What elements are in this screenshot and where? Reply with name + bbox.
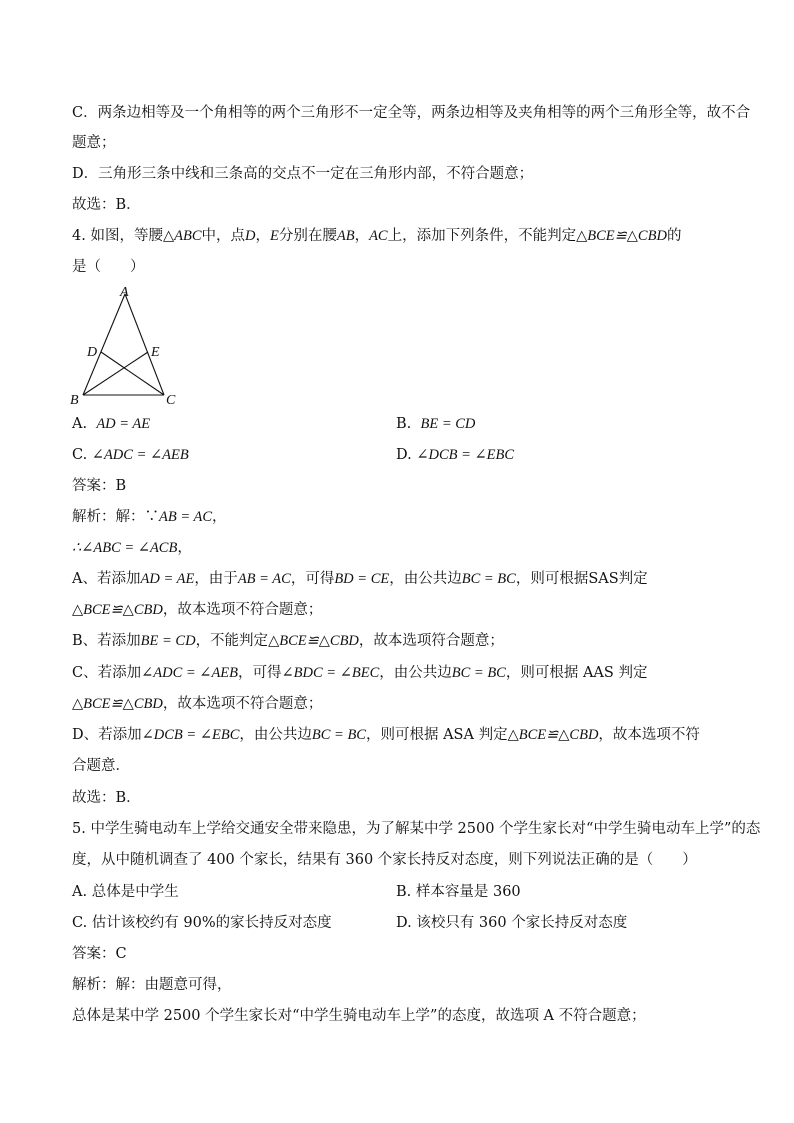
q4-solution-therefore: [72, 538, 192, 558]
q4-solution-c-line2: [72, 694, 322, 714]
q4-solution-b: [72, 631, 504, 651]
vertex-label-c: C: [166, 393, 176, 408]
q4-math: BC = BC: [461, 571, 516, 587]
vertex-label-d: D: [87, 345, 98, 360]
q4-math: AC: [369, 228, 388, 244]
q4-math: △BCE≌△CBD: [507, 727, 599, 743]
q4-math: ∠ADC = ∠AEB: [141, 665, 239, 681]
q4-math: △BCE≌△CBD: [268, 633, 359, 649]
q5-answer: 答案：C: [72, 946, 127, 962]
q4-text: ，故本选项不符合题意；: [162, 696, 323, 712]
q4-text: ，: [177, 540, 192, 556]
q4-solution-a-line2: [72, 600, 322, 620]
q4-text: ，故本选项不符: [598, 727, 700, 743]
q4-math: ∴∠ABC = ∠ACB: [72, 540, 178, 556]
option-math: BE = CD: [420, 416, 476, 432]
q4-text: ，故本选项不符合题意；: [162, 602, 323, 618]
vertex-label-a: A: [120, 285, 129, 300]
q5-stem-line2: 度，从中随机调查了 400 个家长，结果有 360 个家长持反对态度，则下列说法正确的是（ ）: [72, 852, 697, 868]
q4-option-a: [72, 414, 150, 434]
q5-solution-line2: 总体是某中学 2500 个学生家长对“中学生骑电动车上学”的态度，故选项 A 不符合题意；: [72, 1008, 646, 1024]
q4-option-d: [396, 445, 514, 465]
option-math: ∠DCB = ∠EBC: [416, 447, 515, 463]
q4-math: E: [269, 228, 279, 244]
q4-text: B、若添加: [72, 633, 141, 649]
q4-math: ∠DCB = ∠EBC: [141, 727, 240, 743]
q4-math: △BCE≌△CBD: [72, 602, 163, 618]
q4-stem-line1: [72, 226, 681, 246]
q4-math: ∠BDC = ∠BEC: [281, 665, 380, 681]
q4-text: ，故本选项符合题意；: [358, 633, 504, 649]
q4-option-c: [72, 445, 189, 465]
q4-text: ，: [255, 228, 270, 244]
q4-text: 分别在腰: [278, 228, 337, 244]
q4-text: 如图，等腰: [90, 228, 163, 244]
q4-text: ，则可根据 AAS 判定: [505, 665, 648, 681]
q4-triangle-figure: [68, 282, 188, 408]
option-math: ∠ADC = ∠AEB: [91, 447, 189, 463]
q4-math: △BCE≌△CBD: [72, 696, 163, 712]
prev-option-c-line1: C．两条边相等及一个角相等的两个三角形不一定全等，两条边相等及夹角相等的两个三角形全等，故不合: [72, 105, 751, 121]
q4-math: AB: [336, 228, 355, 244]
q4-text: 中，点: [201, 228, 245, 244]
q4-math: AB = AC: [237, 571, 291, 587]
q4-solution-d-line1: [72, 725, 700, 745]
option-math: AD = AE: [96, 416, 151, 432]
q4-text: ，则可根据SAS判定: [515, 571, 648, 587]
q5-stem-line1: 5. 中学生骑电动车上学给交通安全带来隐患，为了解某中学 2500 个学生家长对“中学生骑电动车上学”的态: [72, 821, 761, 837]
prev-option-c-line2: 题意；: [72, 135, 116, 151]
q4-text: 解析：解：∵: [72, 509, 159, 525]
q4-text: ，不能判定: [195, 633, 269, 649]
q4-text: 的: [666, 228, 682, 244]
q4-text: ，由公共边: [379, 665, 452, 681]
q4-solution-given: [72, 507, 227, 527]
q4-math: D: [245, 228, 256, 244]
q4-stem-line2: 是（ ）: [72, 259, 145, 275]
q5-option-d: D. 该校只有 360 个家长持反对态度: [396, 915, 628, 931]
q4-text: C、若添加: [72, 665, 142, 681]
q4-math: BC = BC: [311, 727, 366, 743]
q4-solution-c-line1: [72, 663, 647, 683]
q5-option-b: B. 样本容量是 360: [396, 884, 521, 900]
q4-math: △ABC: [162, 228, 202, 244]
q4-text: ，: [212, 509, 227, 525]
q4-math: BD = CE: [334, 571, 390, 587]
q5-option-c: C. 估计该校约有 90%的家长持反对态度: [72, 915, 332, 931]
q4-text: ，可得: [290, 571, 335, 587]
q4-text: A、若添加: [72, 571, 141, 587]
q4-math: AD = AE: [140, 571, 195, 587]
q4-text: ，: [354, 228, 370, 244]
q4-choice: 故选：B．: [72, 790, 141, 806]
q4-text: 上，添加下列条件，不能判定: [387, 228, 577, 244]
prev-choice: 故选：B．: [72, 197, 141, 213]
vertex-label-b: B: [70, 393, 79, 408]
q4-text: ，由公共边: [239, 727, 312, 743]
q4-answer: 答案：B: [72, 478, 127, 494]
option-label: D.: [396, 447, 412, 463]
q4-text: ，可得: [238, 665, 282, 681]
option-label: A.: [72, 416, 88, 432]
q4-math: BE = CD: [140, 633, 196, 649]
q4-math: △BCE≌△CBD: [576, 228, 667, 244]
q4-text: ，由公共边: [389, 571, 462, 587]
vertex-label-e: E: [151, 345, 160, 360]
q4-math: AB = AC: [159, 509, 213, 525]
q4-solution-d-line2: 合题意．: [72, 758, 130, 774]
q4-number: 4.: [72, 228, 91, 244]
q4-text: ，则可根据 ASA 判定: [365, 727, 508, 743]
q5-solution-line1: 解析：解：由题意可得，: [72, 977, 232, 993]
q4-math: BC = BC: [451, 665, 506, 681]
prev-option-d: D．三角形三条中线和三条高的交点不一定在三角形内部，不符合题意；: [72, 166, 534, 182]
q5-option-a: A. 总体是中学生: [72, 884, 179, 900]
q4-text: D、若添加: [72, 727, 142, 743]
option-label: B.: [396, 416, 412, 432]
q4-solution-a-line1: [72, 569, 648, 589]
q4-text: ，由于: [194, 571, 238, 587]
q4-option-b: [396, 414, 475, 434]
option-label: C.: [72, 447, 88, 463]
